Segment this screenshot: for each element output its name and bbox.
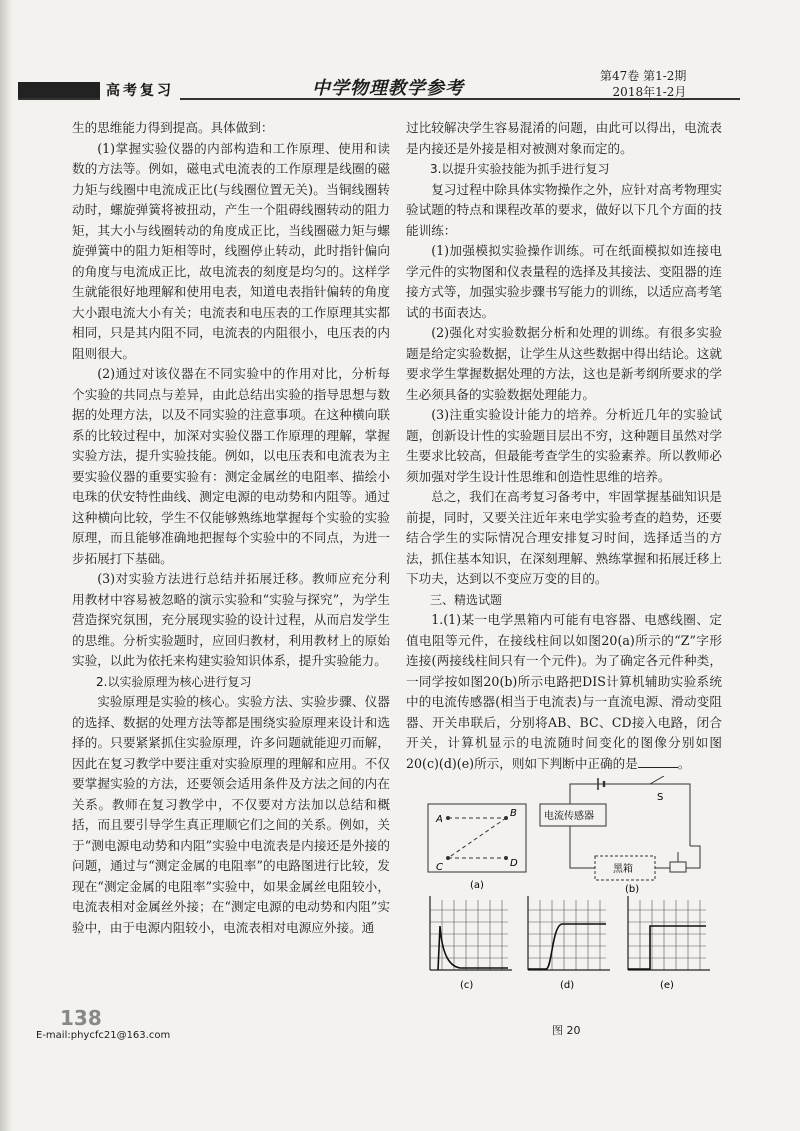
figure-e-graph	[628, 896, 710, 991]
figure-20-drawing	[420, 776, 720, 1021]
question-paragraph: 1.(1)某一电学黑箱内可能有电容器、电感线圈、定值电阻等元件，在接线柱间以如图20(a)所示的“Z”字形连接(两接线柱间只有一个元件)。为了确定各元件种类，一同学按如图20(b)所示电路把DIS计算机辅助实验系统中的电流传感器(相当于电流表)与一直流电源、滑动变阻器、开关串联后，分别将AB、BC、CD接入电路，闭合开关，计算机显示的电流随时间变化的图像分别如图20(c)(d)(e)所示，则如下判断中正确的是 。	[406, 612, 722, 771]
figure-b-circuit	[540, 776, 700, 895]
paragraph: 实验原理是实验的核心。实验方法、实验步骤、仪器的选择、数据的处理方法等都是围绕实验原理来设计和选择的。只要紧紧抓住实验原理，许多问题就能迎刃而解，因此在复习教学中要注重对实验原理的理解和应用。不仅要掌握实验的方法，还要领会适用条件及方法之间的内在关系。教师在复习教学中，不仅要对方法加以总结和概括，而且要引导学生真正理顺它们之间的关系。例如，关于“测电源电动势和内阻”实验中电流表是内接还是外接的问题，通过与“测定金属的电阻率”的电路图进行比较，发现在“测定金属的电阻率”实验中，如果金属丝电阻较小，电流表相对金属丝外接；在“测定电源的电动势和内阻”实验中，由于电源内阻较小，电流表相对电源应外接。通	[72, 694, 390, 935]
terminal-c-label: C	[436, 862, 443, 873]
paragraph: 复习过程中除具体实物操作之外，应针对高考物理实验试题的特点和课程改革的要求，做好以下几个方面的技能训练：	[406, 181, 722, 238]
header-volume: 第47卷 第1-2期	[600, 69, 687, 83]
paragraph: (1)加强模拟实验操作训练。可在纸面模拟如连接电学元件的实物图和仪表量程的选择及其接法、变阻器的连接方式等，加强实验步骤书写能力的训练，以适应高考笔试的书面表达。	[406, 243, 722, 320]
right-column	[406, 118, 722, 774]
figure-caption: 图 20	[552, 1024, 581, 1037]
paragraph: (3)对实验方法进行总结并拓展迁移。教师应充分利用教材中容易被忽略的演示实验和“实验与探究”，为学生营造探究氛围，充分展现实验的设计过程，从而启发学生的思维。分析实验题时，应回归教材，利用教材上的原始实验，以此为依托来构建实验知识体系，提升实验能力。	[72, 571, 390, 668]
figure-b-label: (b)	[625, 884, 640, 895]
section-heading: 三、精选试题	[430, 592, 503, 607]
current-sensor-label: 电流传感器	[544, 811, 594, 822]
curve-c	[438, 926, 508, 970]
figure-c-graph	[430, 896, 512, 991]
left-column	[72, 118, 390, 938]
paragraph: 生的思维能力得到提高。具体做到：	[72, 120, 274, 135]
paragraph: (2)通过对该仪器在不同实验中的作用对比，分析每个实验的共同点与差异，由此总结出实验的指导思想与数据的处理方法，以及不同实验的注意事项。在这种横向联系的比较过程中，加深对实验仪器工作原理的理解，掌握实验方法，提升实验技能。例如，以电压表和电流表为主要实验仪器的重要实验有：测定金属丝的电阻率、描绘小电珠的伏安特性曲线、测定电源的电动势和内阻等。通过这种横向比较，学生不仅能够熟练地掌握每个实验的实验原理，而且能够准确地把握每个实验中的不同点，为进一步拓展打下基础。	[72, 366, 390, 566]
subsection-heading: 3.以提升实验技能为抓手进行复习	[430, 162, 610, 176]
paragraph: (1)掌握实验仪器的内部构造和工作原理、使用和读数的方法等。例如，磁电式电流表的工作原理是线圈的磁力矩与线圈中电流成正比(与线圈位置无关)。当铜线圈转动时，螺旋弹簧将被扭动，产生一个阻碍线圈转动的阻力矩，其大小与线圈转动的角度成正比，当线圈磁力矩与螺旋弹簧中的阻力矩相等时，线圈停止转动，此时指针偏向的角度与电流成正比，故电流表的刻度是均匀的。这样学生就能很好地理解和使用电表，知道电表指针偏转的角度大小跟电流大小有关；电流表和电压表的工作原理其实都相同，只是其内阻不同，电流表的内阻很小，电压表的内阻则很大。	[72, 140, 390, 361]
figure-a-label: (a)	[470, 880, 484, 891]
header-date: 2018年1-2月	[612, 85, 687, 99]
paragraph: (3)注重实验设计能力的培养。分析近几年的实验试题，创新设计性的实验题目层出不穷，这种题目虽然对学生要求比较高，但最能考查学生的实验素养。所以教师必须加强对学生设计性思维和创造性思维的培养。	[406, 407, 722, 484]
figure-20	[420, 776, 720, 1021]
paragraph: 过比较解决学生容易混淆的问题，由此可以得出，电流表是内接还是外接是相对被测对象而定的。	[406, 120, 722, 156]
page-number: 138	[60, 1006, 102, 1030]
subsection-heading: 2.以实验原理为核心进行复习	[96, 674, 252, 689]
rheostat	[670, 862, 686, 872]
page-spine-shadow	[0, 0, 12, 1131]
switch-label: S	[657, 792, 664, 803]
header-section-title: 高考复习	[100, 80, 180, 100]
answer-blank	[638, 755, 678, 768]
header-journal-name: 中学物理教学参考	[312, 78, 464, 99]
figure-a-z-connection	[428, 804, 526, 891]
figure-c-label: (c)	[460, 980, 474, 991]
figure-d-label: (d)	[560, 980, 575, 991]
terminal-d-label: D	[510, 858, 518, 869]
header-issue-info	[600, 68, 686, 100]
figure-d-graph	[528, 896, 610, 991]
question-text: 1.(1)某一电学黑箱内可能有电容器、电感线圈、定值电阻等元件，在接线柱间以如图20(a)所示的“Z”字形连接(两接线柱间只有一个元件)。为了确定各元件种类，一同学按如图20(b)所示电路把DIS计算机辅助实验系统中的电流传感器(相当于电流表)与一直流电源、滑动变阻器、开关串联后，分别将AB、BC、CD接入电路，闭合开关，计算机显示的电流随时间变化的图像分别如图20(c)(d)(e)所示，则如下判断中正确的是	[406, 612, 722, 771]
paragraph: (2)强化对实验数据分析和处理的训练。有很多实验题是给定实验数据，让学生从这些数据中得出结论。这就要求学生掌握数据处理的方法，这也是新考纲所要求的学生必须具备的实验数据处理能力。	[406, 325, 722, 402]
terminal-a-label: A	[436, 814, 443, 825]
blackbox-label: 黑箱	[613, 864, 633, 875]
switch-lever	[650, 776, 664, 784]
paragraph: 总之，我们在高考复习备考中，牢固掌握基础知识是前提，同时，又要关注近年来电学实验考查的趋势，还要结合学生的实际情况合理安排复习时间，选择适当的方法，抓住基本知识，在深刻理解、熟练掌握和拓展迁移上下功夫，达到以不变应万变的目的。	[406, 489, 722, 586]
contact-email: E-mail:phycfc21@163.com	[36, 1030, 171, 1041]
figure-e-label: (e)	[660, 980, 674, 991]
terminal-b-label: B	[510, 808, 517, 819]
